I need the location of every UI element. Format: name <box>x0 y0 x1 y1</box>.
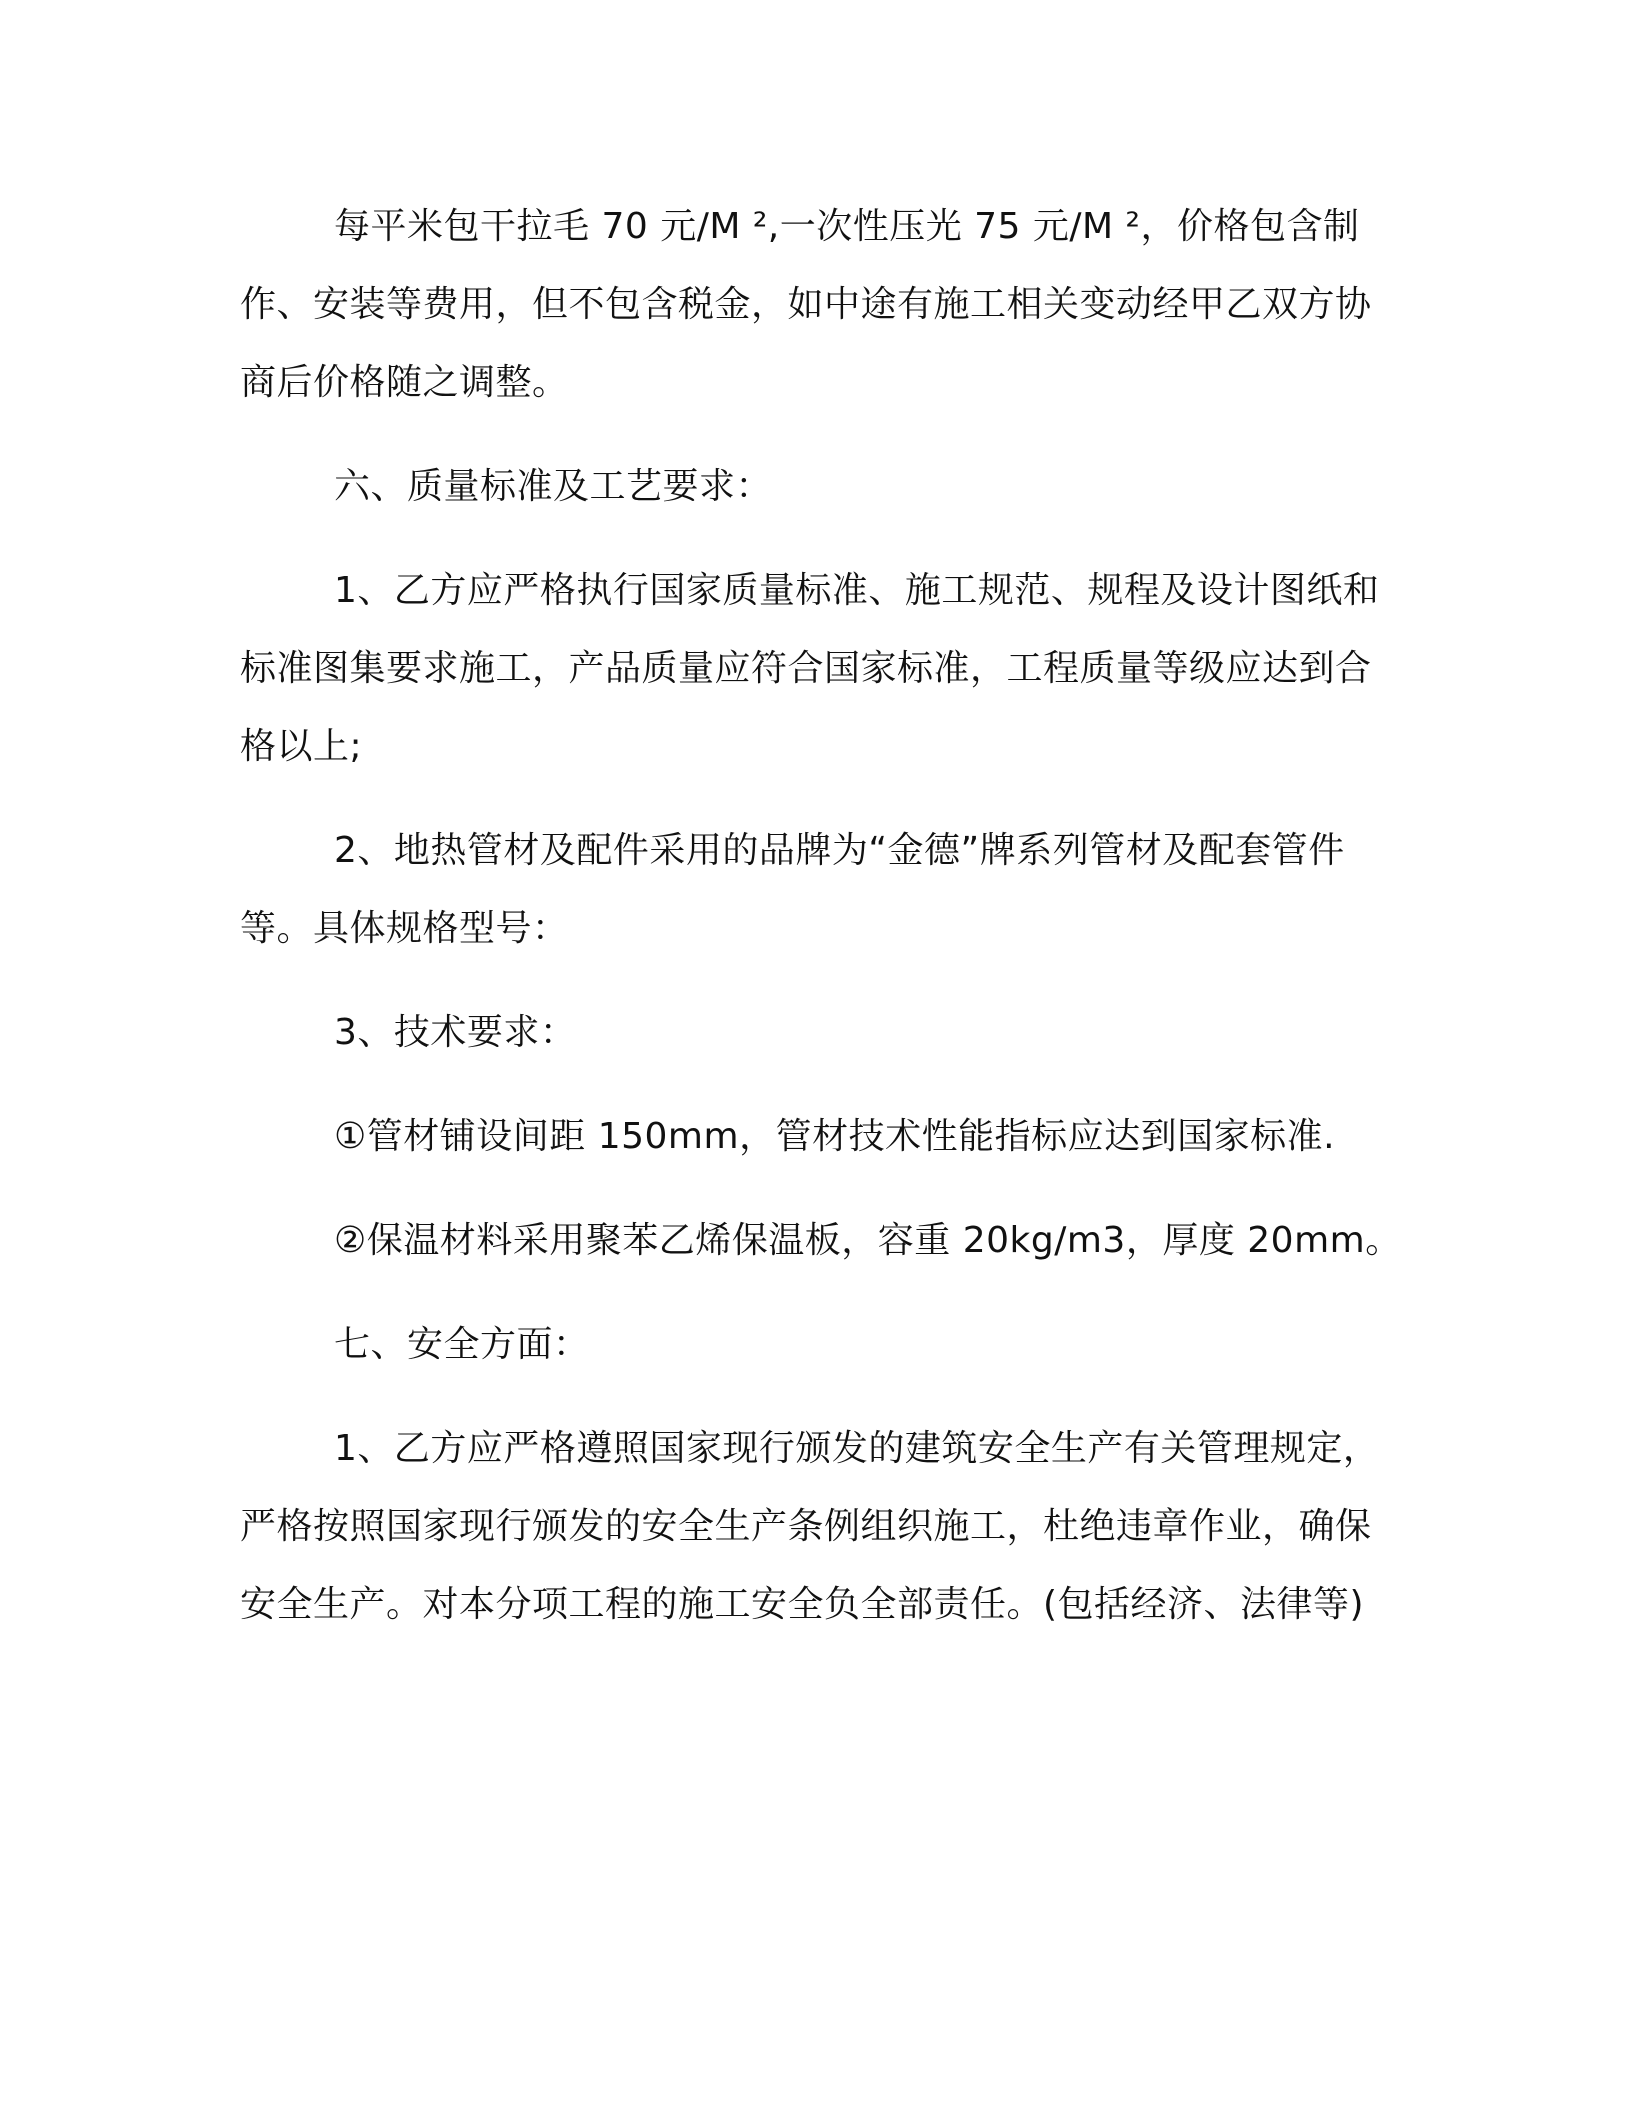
paragraph-insulation: ②保温材料采用聚苯乙烯保温板，容重 20kg/m3，厚度 20mm。 <box>334 1220 1402 1261</box>
paragraph-pipe-spacing: ①管材铺设间距 150mm，管材技术性能指标应达到国家标准. <box>334 1116 1336 1157</box>
section-heading-safety: 七、安全方面： <box>334 1324 590 1365</box>
paragraph-pricing: 每平米包干拉毛 70 元/M ²,一次性压光 75 元/M ²，价格包含制作、安装等费用，但不包含税金，如中途有施工相关变动经甲乙双方协商后价格随之调整。 <box>240 206 1372 403</box>
paragraph-quality-standard: 1、乙方应严格执行国家质量标准、施工规范、规程及设计图纸和标准图集要求施工，产品质量应符合国家标准，工程质量等级应达到合格以上; <box>240 570 1380 767</box>
section-heading-quality: 六、质量标准及工艺要求： <box>334 466 773 507</box>
paragraph-safety-responsibility: 1、乙方应严格遵照国家现行颁发的建筑安全生产有关管理规定，严格按照国家现行颁发的安全生产条例组织施工，杜绝违章作业，确保安全生产。对本分项工程的施工安全负全部责任。(包括经济、法律等) <box>240 1428 1380 1625</box>
paragraph-technical-requirements: 3、技术要求： <box>334 1012 577 1053</box>
document-body <box>240 188 1402 1644</box>
paragraph-pipe-brand: 2、地热管材及配件采用的品牌为“金德”牌系列管材及配套管件等。具体规格型号： <box>240 830 1345 949</box>
